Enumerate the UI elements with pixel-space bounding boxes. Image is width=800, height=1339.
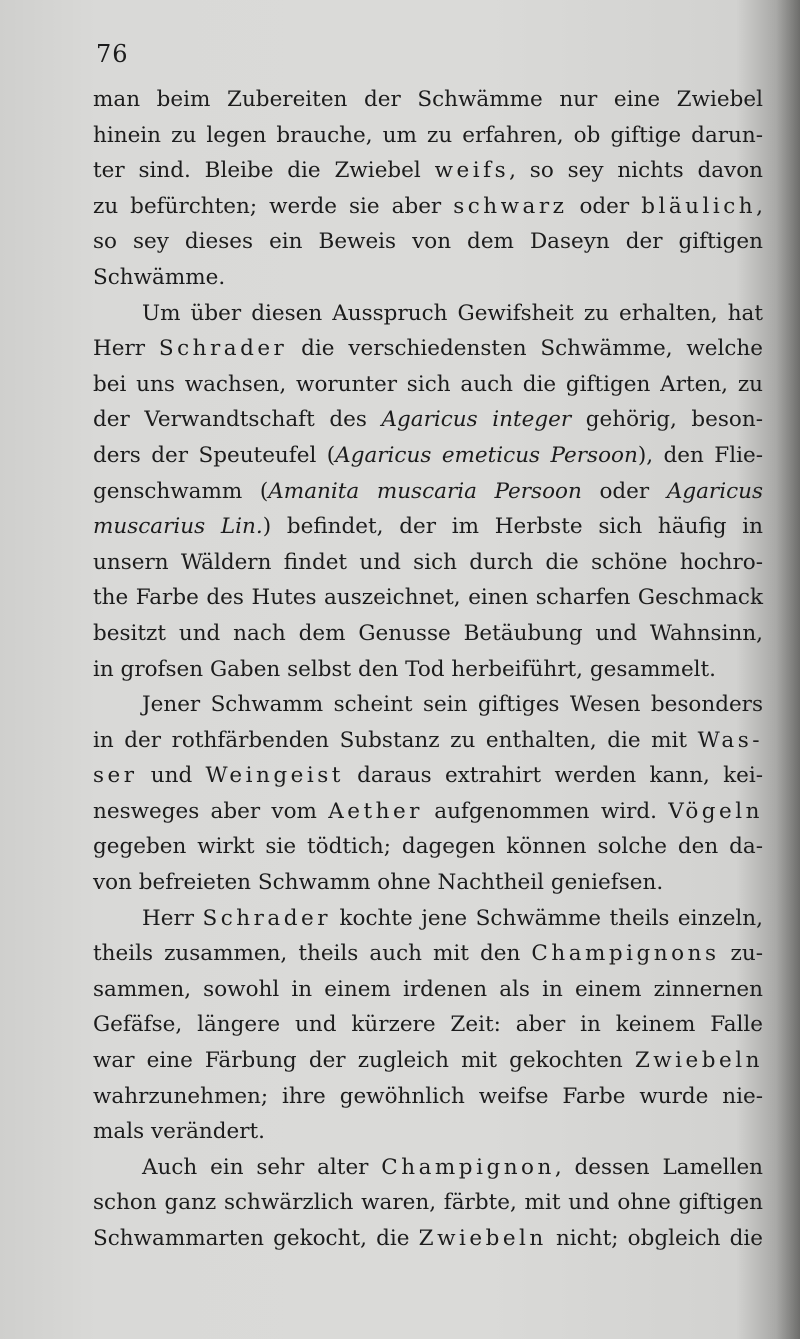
text-run: nicht; obgleich die — [546, 1226, 763, 1251]
text-line — [93, 652, 763, 688]
text-run: Herr — [93, 336, 159, 362]
text-line — [93, 545, 763, 581]
spaced-emphasis: Weingeist — [205, 763, 344, 789]
page-number: 76 — [96, 40, 129, 68]
text-run: in grofsen Gaben selbst den Tod herbeiführt, gesammelt. — [93, 656, 717, 682]
text-run: the Farbe des Hutes auszeichnet, einen scharfen Geschmack — [93, 585, 763, 611]
text-run: , so sey nichts davon — [509, 158, 763, 184]
text-run: bei uns wachsen, worunter sich auch die giftigen Arten, zu — [93, 371, 763, 397]
text-run: war eine Färbung der zugleich mit gekochten — [93, 1048, 635, 1074]
text-run: der Verwandtschaft des — [93, 407, 382, 433]
text-run: oder — [581, 478, 667, 504]
paragraph — [93, 82, 763, 296]
text-line — [93, 438, 763, 474]
text-line — [93, 687, 763, 723]
italic-term: Amanita muscaria Persoon — [268, 478, 582, 504]
spaced-emphasis: Champignon — [381, 1154, 555, 1180]
spaced-emphasis: weifs — [434, 158, 510, 184]
text-line — [93, 1185, 763, 1221]
text-run: gegeben wirkt sie tödtich; dagegen können solche den da- — [93, 834, 763, 860]
text-line — [93, 1150, 763, 1186]
spaced-emphasis: Aether — [328, 798, 423, 824]
text-line — [93, 402, 763, 438]
text-line — [93, 794, 763, 830]
text-run: Gefäfse, längere und kürzere Zeit: aber in keinem Falle — [93, 1012, 763, 1038]
spaced-emphasis: Was- — [697, 727, 763, 753]
text-run: man beim Zubereiten der Schwämme nur eine Zwiebel — [93, 87, 763, 112]
italic-term: Agaricus — [666, 478, 763, 504]
text-run: Schwammarten gekocht, die — [93, 1226, 419, 1251]
body-text — [93, 82, 763, 1257]
text-line — [93, 260, 763, 296]
text-run: ) befindet, der im Herbste sich häufig in — [262, 514, 763, 540]
text-line — [93, 901, 763, 937]
text-run: in der rothfärbenden Substanz zu enthalten, die mit — [93, 727, 698, 753]
text-run: wahrzunehmen; ihre gewöhnlich weifse Farbe wurde nie- — [93, 1083, 763, 1109]
text-run: , — [756, 193, 763, 219]
text-run: Um über diesen Ausspruch Gewifsheit zu erhalten, hat — [142, 300, 763, 326]
text-run: nesweges aber vom — [93, 798, 329, 824]
text-line — [93, 118, 763, 154]
text-run: die verschiedensten Schwämme, welche — [287, 336, 763, 362]
text-run: , dessen Lamellen — [554, 1154, 764, 1180]
paragraph — [93, 296, 763, 688]
text-line — [93, 723, 763, 759]
text-line — [93, 331, 763, 367]
text-line — [93, 82, 763, 118]
spaced-emphasis: ser — [93, 763, 138, 789]
text-run: Auch ein sehr alter — [142, 1154, 382, 1180]
text-run: ), den Flie- — [637, 442, 763, 468]
text-run: besitzt und nach dem Genusse Betäubung und Wahnsinn, — [93, 620, 763, 646]
text-line — [93, 1079, 763, 1115]
text-run: hinein zu legen brauche, um zu erfahren, ob giftige darun- — [93, 122, 763, 148]
spaced-emphasis: bläulich — [641, 193, 757, 219]
text-line — [93, 1043, 763, 1079]
text-run: unsern Wäldern findet und sich durch die schöne hochro- — [93, 549, 763, 575]
text-line — [93, 972, 763, 1008]
text-line — [93, 189, 763, 225]
text-run: Jener Schwamm scheint sein giftiges Wesen besonders — [142, 692, 763, 718]
spaced-emphasis: Champignons — [531, 941, 720, 967]
spaced-emphasis: schwarz — [453, 193, 568, 219]
text-run: gehörig, beson- — [571, 407, 763, 433]
text-line — [93, 1114, 763, 1150]
text-run: kochte jene Schwämme theils einzeln, — [331, 905, 763, 931]
text-run: sammen, sowohl in einem irdenen als in einem zinnernen — [93, 976, 763, 1002]
text-run: oder — [567, 193, 642, 219]
italic-term: Agaricus emeticus Persoon — [335, 442, 638, 468]
text-line — [93, 829, 763, 865]
text-run: aufgenommen wird. — [422, 798, 669, 824]
text-run: Herr — [142, 905, 203, 931]
text-run: zu- — [719, 941, 763, 967]
text-line — [93, 580, 763, 616]
text-run: mals verändert. — [93, 1119, 265, 1145]
italic-term: Agaricus integer — [381, 407, 572, 433]
spaced-emphasis: Zwiebeln — [634, 1048, 763, 1074]
paragraph — [93, 687, 763, 901]
text-line — [93, 153, 763, 189]
text-line — [93, 936, 763, 972]
text-line — [93, 1007, 763, 1043]
spaced-emphasis: Schrader — [158, 336, 288, 362]
text-line — [93, 224, 763, 260]
text-run: zu befürchten; werde sie aber — [93, 193, 454, 219]
text-run: von befreieten Schwamm ohne Nachtheil geniefsen. — [93, 870, 664, 896]
text-line — [93, 1221, 763, 1257]
text-line — [93, 296, 763, 332]
text-run: und — [137, 763, 206, 789]
spaced-emphasis: Vögeln — [668, 798, 763, 824]
spaced-emphasis: Schrader — [202, 905, 331, 931]
italic-term: muscarius Lin. — [93, 514, 263, 540]
text-run: genschwamm ( — [93, 478, 269, 504]
paragraph — [93, 1150, 763, 1257]
paragraph — [93, 901, 763, 1150]
text-line — [93, 367, 763, 403]
spaced-emphasis: Zwiebeln — [418, 1226, 547, 1251]
text-run: daraus extrahirt werden kann, kei- — [343, 763, 763, 789]
text-line — [93, 865, 763, 901]
text-line — [93, 758, 763, 794]
text-run: ders der Speuteufel ( — [93, 442, 336, 468]
text-line — [93, 509, 763, 545]
text-run: schon ganz schwärzlich waren, färbte, mit und ohne giftigen — [93, 1190, 763, 1216]
text-run: ter sind. Bleibe die Zwiebel — [93, 158, 435, 184]
text-run: so sey dieses ein Beweis von dem Daseyn der giftigen — [93, 229, 763, 255]
text-line — [93, 474, 763, 510]
text-line — [93, 616, 763, 652]
text-run: theils zusammen, theils auch mit den — [93, 941, 532, 967]
text-run: Schwämme. — [93, 264, 226, 290]
